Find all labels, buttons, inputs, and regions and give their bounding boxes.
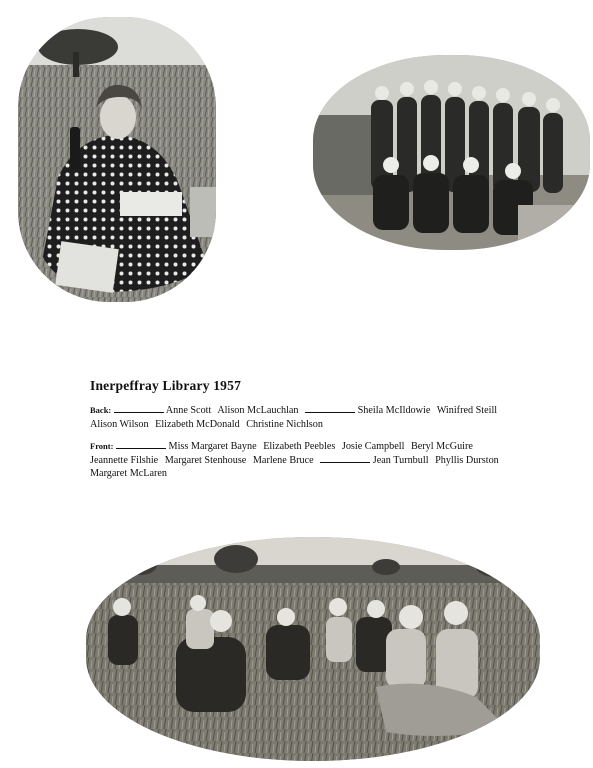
- person-name: Margaret Stenhouse: [164, 454, 247, 466]
- person-name: Elizabeth McDonald: [155, 418, 240, 430]
- person-name: Marlene Bruce: [252, 454, 314, 466]
- person-name: Alison Wilson: [90, 418, 149, 430]
- photo-group-posed: [313, 55, 590, 250]
- person-name: Alison McLauchlan: [217, 405, 299, 416]
- photo-caption: [88, 378, 558, 490]
- photo-group-in-field-image: [86, 537, 540, 761]
- person-name: Jean Turnbull: [372, 454, 429, 466]
- person-name: Winifred Steill: [436, 405, 498, 416]
- person-name: Jeannette Filshie: [90, 454, 159, 466]
- person-name: Anne Scott: [165, 405, 212, 416]
- front-row-names: [90, 440, 558, 481]
- photo-group-posed-image: [313, 55, 590, 250]
- person-name: Margaret McLaren: [90, 468, 168, 479]
- person-name: Elizabeth Peebles: [263, 441, 336, 452]
- person-name: Sheila McIldowie: [357, 405, 431, 416]
- person-name: Christine Nichlson: [246, 418, 323, 430]
- unnamed-blank: [320, 454, 370, 463]
- caption-title: Inerpeffray Library 1957: [90, 378, 242, 393]
- back-row-label: Back:: [90, 405, 112, 415]
- photo-woman-with-bottle-image: [18, 17, 216, 302]
- photo-group-in-field: [86, 537, 540, 761]
- back-row-names: [90, 404, 558, 431]
- person-name: Josie Campbell: [341, 441, 405, 452]
- photo-woman-with-bottle: [18, 17, 216, 302]
- person-name: Beryl McGuire: [410, 441, 473, 452]
- person-name: Miss Margaret Bayne: [168, 441, 257, 452]
- unnamed-blank: [305, 404, 355, 413]
- unnamed-blank: [116, 440, 166, 449]
- front-row-label: Front:: [90, 441, 114, 451]
- person-name: Phyllis Durston: [435, 454, 499, 466]
- unnamed-blank: [114, 404, 164, 413]
